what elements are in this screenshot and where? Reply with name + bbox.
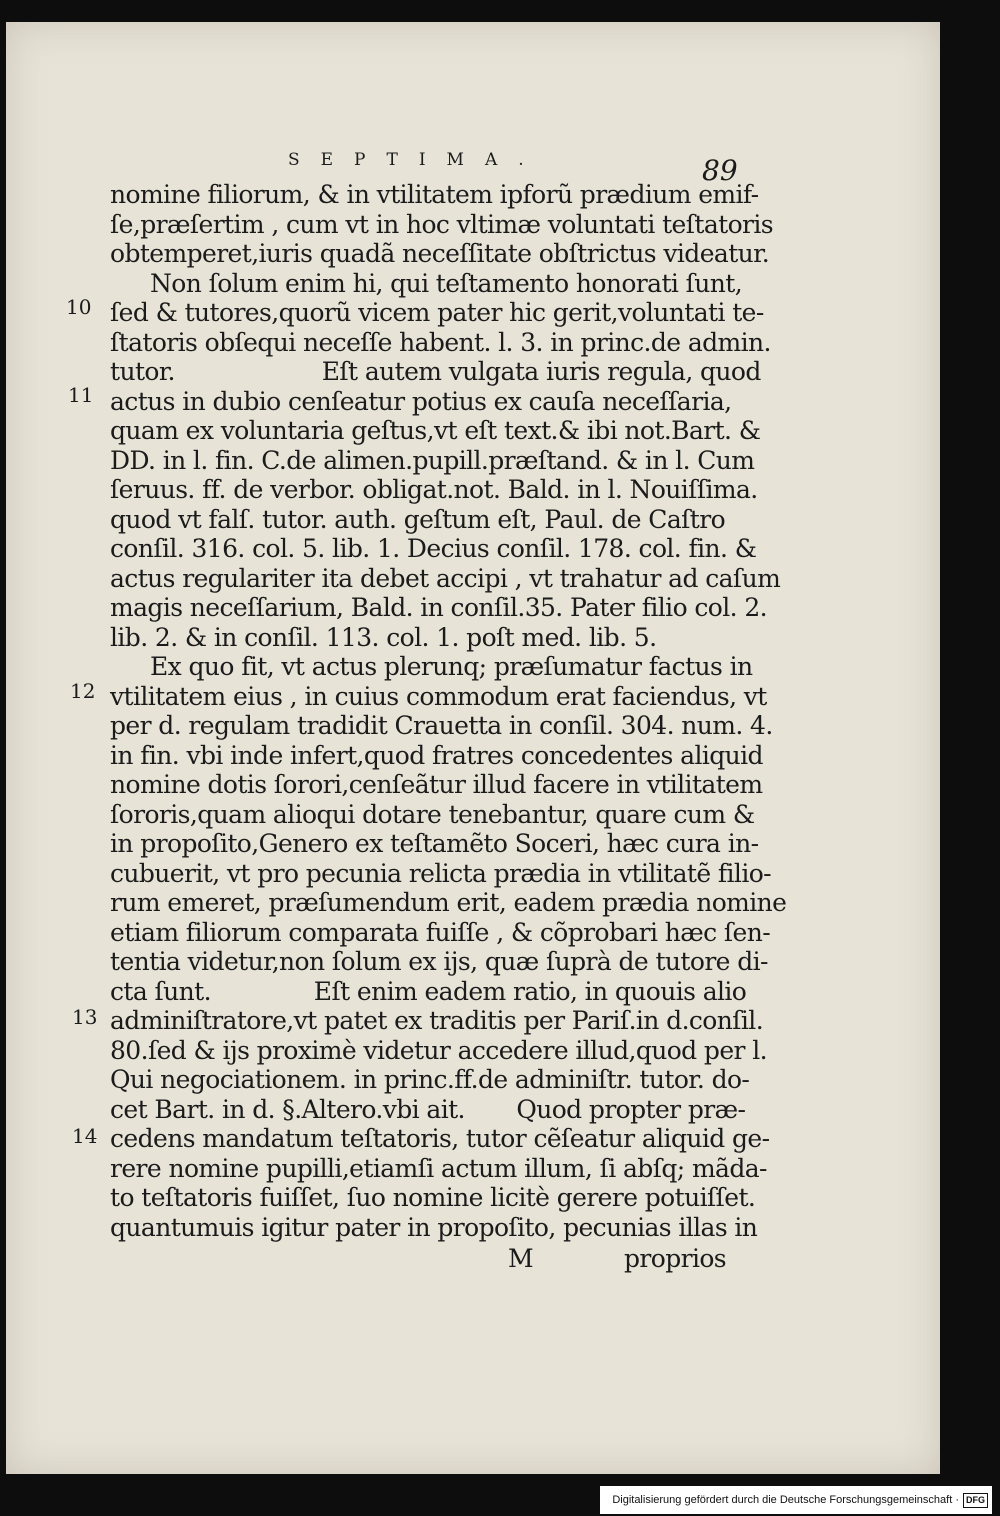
text-line: ſed & tutores,quorũ vicem pater hic gerit,voluntati te-: [110, 298, 764, 327]
text-line: DD. in l. fin. C.de alimen.pupill.præſtand. & in l. Cum: [110, 446, 755, 475]
text-line: to teſtatoris fuiſſet, ſuo nomine licitè gerere potuiſſet.: [110, 1183, 756, 1212]
catchword: proprios: [624, 1244, 727, 1273]
margin-number: 12: [70, 679, 96, 703]
text-line: per d. regulam tradidit Crauetta in conſil. 304. num. 4.: [110, 711, 773, 740]
text-line: tentia videtur,non ſolum ex ijs, quæ ſuprà de tutore di-: [110, 947, 768, 976]
margin-number: 13: [72, 1005, 98, 1029]
page-number: 89: [702, 154, 738, 187]
text-line: lib. 2. & in conſil. 113. col. 1. poſt med. lib. 5.: [110, 623, 657, 652]
text-line: ſororis,quam alioqui dotare tenebantur, quare cum &: [110, 800, 755, 829]
text-line: ſeruus. ff. de verbor. obligat.not. Bald. in l. Nouiſſima.: [110, 475, 758, 504]
text-line: nomine dotis ſorori,cenſeãtur illud facere in vtilitatem: [110, 770, 763, 799]
text-line: quod vt falſ. tutor. auth. geſtum eſt, Paul. de Caſtro: [110, 505, 726, 534]
book-page: [6, 22, 940, 1474]
text-line: adminiſtratore,vt patet ex traditis per Pariſ.in d.conſil.: [110, 1006, 764, 1035]
text-line: obtemperet,iuris quadã neceſſitate obſtrictus videatur.: [110, 239, 770, 268]
text-line: Non ſolum enim hi, qui teſtamento honorati ſunt,: [150, 269, 743, 298]
text-line: magis neceſſarium, Bald. in conſil.35. Pater filio col. 2.: [110, 593, 767, 622]
signature-mark: M: [508, 1244, 533, 1273]
dfg-logo-icon: DFG: [963, 1493, 988, 1508]
text-line: etiam filiorum comparata fuiſſe , & cõprobari hæc ſen-: [110, 918, 771, 947]
text-line: cedens mandatum teſtatoris, tutor cẽſeatur aliquid ge-: [110, 1124, 770, 1153]
text-line: ſtatoris obſequi neceſſe habent. l. 3. in princ.de admin.: [110, 328, 771, 357]
text-line: quantumuis igitur pater in propoſito, pecunias illas in: [110, 1213, 758, 1242]
text-line: Qui negociationem. in princ.ff.de adminiſtr. tutor. do-: [110, 1065, 750, 1094]
text-line: vtilitatem eius , in cuius commodum erat faciendus, vt: [110, 682, 767, 711]
text-line: cet Bart. in d. §.Altero.vbi ait. Quod propter præ-: [110, 1095, 746, 1124]
funding-credit-text: Digitalisierung gefördert durch die Deutsche Forschungsgemeinschaft ·: [612, 1494, 959, 1506]
margin-number: 14: [72, 1124, 98, 1148]
text-line: nomine filiorum, & in vtilitatem ipforũ prædium emif-: [110, 180, 759, 209]
digitization-credit-bar: [600, 1486, 992, 1514]
text-line: actus in dubio cenſeatur potius ex cauſa neceſſaria,: [110, 387, 732, 416]
text-line: cubuerit, vt pro pecunia relicta prædia in vtilitatẽ filio-: [110, 859, 772, 888]
margin-number: 11: [68, 383, 94, 407]
text-line: quam ex voluntaria geſtus,vt eſt text.& ibi not.Bart. &: [110, 416, 761, 445]
text-line: tutor. Eſt autem vulgata iuris regula, quod: [110, 357, 761, 386]
text-line: Ex quo fit, vt actus plerunq; præſumatur factus in: [150, 652, 753, 681]
text-line: rere nomine pupilli,etiamſi actum illum, ſi abſq; mãda-: [110, 1154, 767, 1183]
text-line: rum emeret, præſumendum erit, eadem prædia nomine: [110, 888, 787, 917]
text-line: actus regulariter ita debet accipi , vt trahatur ad caſum: [110, 564, 781, 593]
margin-number: 10: [66, 295, 92, 319]
text-line: ſe,præſertim , cum vt in hoc vltimæ voluntati teſtatoris: [110, 210, 773, 239]
text-line: 80.ſed & ijs proximè videtur accedere illud,quod per l.: [110, 1036, 767, 1065]
running-title: SEPTIMA.: [288, 150, 545, 170]
text-line: cta ſunt. Eſt enim eadem ratio, in quouis alio: [110, 977, 747, 1006]
page-content: [6, 22, 940, 1474]
text-line: in propoſito,Genero ex teſtamẽto Soceri, hæc cura in-: [110, 829, 759, 858]
text-line: in fin. vbi inde infert,quod fratres concedentes aliquid: [110, 741, 763, 770]
text-line: conſil. 316. col. 5. lib. 1. Decius conſil. 178. col. fin. &: [110, 534, 757, 563]
